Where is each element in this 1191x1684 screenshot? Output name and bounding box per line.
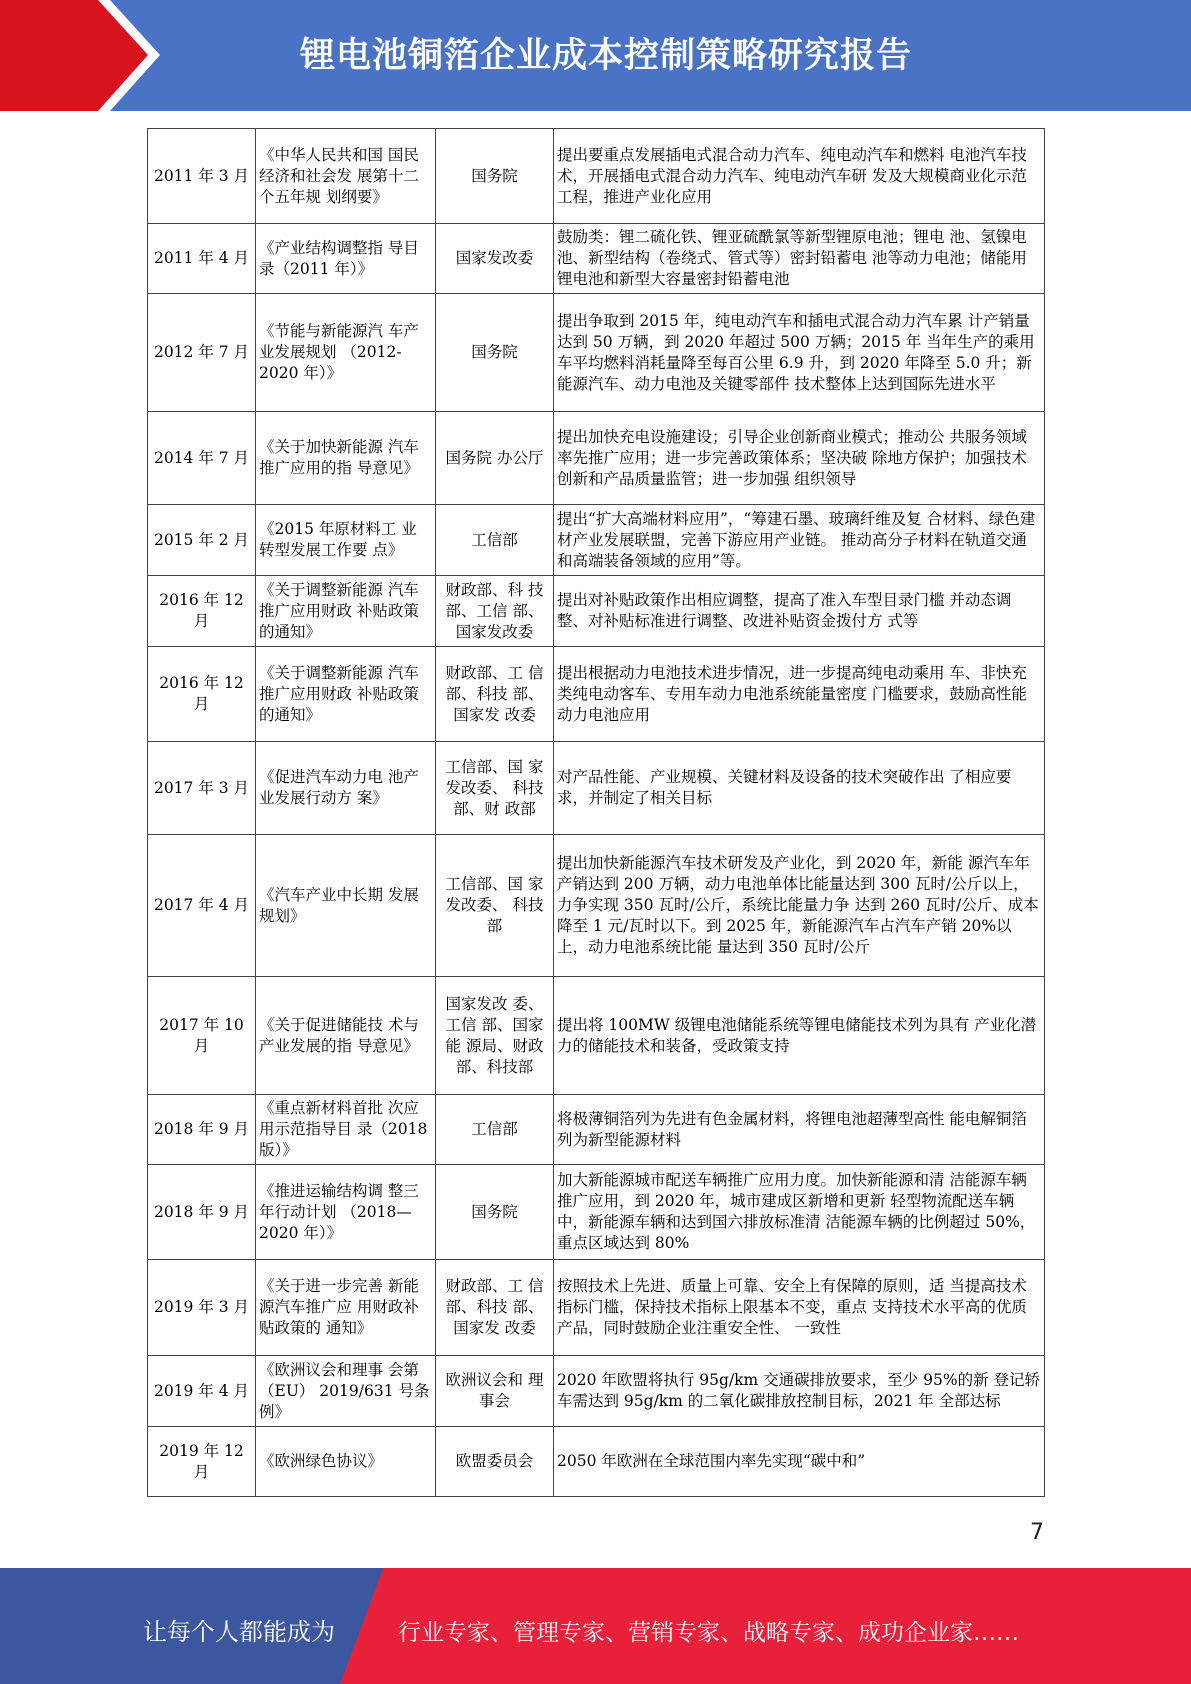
policy-name-cell: 《关于调整新能源 汽车推广应用财政 补贴政策的通知》: [256, 576, 436, 647]
report-title: 锂电池铜箔企业成本控制策略研究报告: [300, 36, 913, 76]
table-row: [148, 835, 1045, 977]
table-row: [148, 1165, 1045, 1260]
policy-name-cell: 《汽车产业中长期 发展规划》: [256, 835, 436, 977]
department-cell: 工信部、国 家发改委、 科技部、财 政部: [436, 742, 554, 835]
table-row: [148, 294, 1045, 412]
policy-name-cell: 《关于促进储能技 术与产业发展的指 导意见》: [256, 977, 436, 1095]
department-cell: 财政部、科 技部、工信 部、国家发改委: [436, 576, 554, 647]
description-cell: 加大新能源城市配送车辆推广应用力度。加快新能源和清 洁能源车辆推广应用，到 2020 年，城市建成区新增和更新 轻型物流配送车辆中，新能源车辆和达到国六排放标准清 洁能源车辆的比例超过 50%，重点区域达到 80%: [554, 1165, 1045, 1260]
department-cell: 国务院: [436, 1165, 554, 1260]
table-row: [148, 1427, 1045, 1497]
description-cell: 提出“扩大高端材料应用”，“筹建石墨、玻璃纤维及复 合材料、绿色建材产业发展联盟，完善下游应用产业链。 推动高分子材料在轨道交通和高端装备领域的应用”等。: [554, 505, 1045, 576]
policy-name-cell: 《欧洲绿色协议》: [256, 1427, 436, 1497]
table-row: [148, 412, 1045, 505]
page-number: 7: [1030, 1520, 1044, 1545]
footer-slogan-left: 让每个人都能成为: [143, 1618, 335, 1646]
description-cell: 提出加快充电设施建设；引导企业创新商业模式；推动公 共服务领域率先推广应用；进一步完善政策体系；坚决破 除地方保护；加强技术创新和产品质量监管；进一步加强 组织领导: [554, 412, 1045, 505]
policy-name-cell: 《重点新材料首批 次应用示范指导目 录（2018 版）》: [256, 1095, 436, 1165]
table-row: [148, 505, 1045, 576]
description-cell: 提出将 100MW 级锂电池储能系统等锂电储能技术列为具有 产业化潜力的储能技术和装备，受政策支持: [554, 977, 1045, 1095]
description-cell: 按照技术上先进、质量上可靠、安全上有保障的原则，适 当提高技术指标门槛，保持技术指标上限基本不变，重点 支持技术水平高的优质产品，同时鼓励企业注重安全性、 一致性: [554, 1260, 1045, 1356]
table-row: [148, 1356, 1045, 1427]
department-cell: 工信部: [436, 1095, 554, 1165]
date-cell: 2019 年 3 月: [148, 1260, 256, 1356]
date-cell: 2019 年 4 月: [148, 1356, 256, 1427]
page-footer: [0, 1568, 1191, 1684]
policy-name-cell: 《关于进一步完善 新能源汽车推广应 用财政补贴政策的 通知》: [256, 1260, 436, 1356]
date-cell: 2017 年 3 月: [148, 742, 256, 835]
policy-name-cell: 《关于调整新能源 汽车推广应用财政 补贴政策的通知》: [256, 647, 436, 742]
date-cell: 2019 年 12 月: [148, 1427, 256, 1497]
date-cell: 2015 年 2 月: [148, 505, 256, 576]
department-cell: 国家发改 委、工信 部、国家能 源局、财政 部、科技部: [436, 977, 554, 1095]
footer-slogan-right: 行业专家、管理专家、营销专家、战略专家、成功企业家……: [398, 1620, 1019, 1646]
policy-name-cell: 《产业结构调整指 导目录（2011 年）》: [256, 224, 436, 294]
date-cell: 2017 年 4 月: [148, 835, 256, 977]
table-row: [148, 647, 1045, 742]
date-cell: 2011 年 4 月: [148, 224, 256, 294]
department-cell: 财政部、工 信部、科技 部、国家发 改委: [436, 1260, 554, 1356]
table-row: [148, 129, 1045, 224]
table-row: [148, 977, 1045, 1095]
date-cell: 2014 年 7 月: [148, 412, 256, 505]
policy-name-cell: 《关于加快新能源 汽车推广应用的指 导意见》: [256, 412, 436, 505]
date-cell: 2012 年 7 月: [148, 294, 256, 412]
page-header: [0, 0, 1191, 111]
department-cell: 欧洲议会和 理事会: [436, 1356, 554, 1427]
description-cell: 对产品性能、产业规模、关键材料及设备的技术突破作出 了相应要求，并制定了相关目标: [554, 742, 1045, 835]
table-row: [148, 1095, 1045, 1165]
department-cell: 国务院: [436, 129, 554, 224]
policy-name-cell: 《推进运输结构调 整三年行动计划 （2018—2020 年）》: [256, 1165, 436, 1260]
policy-table: [147, 128, 1045, 1497]
department-cell: 国务院 办公厅: [436, 412, 554, 505]
department-cell: 国务院: [436, 294, 554, 412]
description-cell: 提出要重点发展插电式混合动力汽车、纯电动汽车和燃料 电池汽车技术，开展插电式混合动力汽车、纯电动汽车研 发及大规模商业化示范工程，推进产业化应用: [554, 129, 1045, 224]
policy-name-cell: 《中华人民共和国 国民经济和社会发 展第十二个五年规 划纲要》: [256, 129, 436, 224]
description-cell: 提出争取到 2015 年，纯电动汽车和插电式混合动力汽车累 计产销量达到 50 万辆，到 2020 年超过 500 万辆；2015 年 当年生产的乘用车平均燃料消耗量降至每百公里 6.9 升，到 2020 年降至 5.0 升；新能源汽车、动力电池及关键零部件 技术整体上达到国际先进水平: [554, 294, 1045, 412]
policy-name-cell: 《2015 年原材料工 业转型发展工作要 点》: [256, 505, 436, 576]
table-row: [148, 1260, 1045, 1356]
date-cell: 2011 年 3 月: [148, 129, 256, 224]
department-cell: 工信部: [436, 505, 554, 576]
description-cell: 2050 年欧洲在全球范围内率先实现“碳中和”: [554, 1427, 1045, 1497]
date-cell: 2018 年 9 月: [148, 1165, 256, 1260]
description-cell: 将极薄铜箔列为先进有色金属材料，将锂电池超薄型高性 能电解铜箔列为新型能源材料: [554, 1095, 1045, 1165]
description-cell: 2020 年欧盟将执行 95g/km 交通碳排放要求，至少 95%的新 登记轿车需达到 95g/km 的二氧化碳排放控制目标，2021 年 全部达标: [554, 1356, 1045, 1427]
table-row: [148, 742, 1045, 835]
description-cell: 提出根据动力电池技术进步情况，进一步提高纯电动乘用 车、非快充类纯电动客车、专用车动力电池系统能量密度 门槛要求，鼓励高性能动力电池应用: [554, 647, 1045, 742]
description-cell: 提出对补贴政策作出相应调整，提高了准入车型目录门槛 并动态调整、对补贴标准进行调整、改进补贴资金拨付方 式等: [554, 576, 1045, 647]
department-cell: 国家发改委: [436, 224, 554, 294]
policy-name-cell: 《欧洲议会和理事 会第 （EU） 2019/631 号条例》: [256, 1356, 436, 1427]
description-cell: 提出加快新能源汽车技术研发及产业化，到 2020 年，新能 源汽车年产销达到 200 万辆，动力电池单体比能量达到 300 瓦时/公斤以上，力争实现 350 瓦时/公斤，系统比能量力争 达到 260 瓦时/公斤、成本降至 1 元/瓦时以下。到 2025 年，新能源汽车占汽车产销 20%以上，动力电池系统比能 量达到 350 瓦时/公斤: [554, 835, 1045, 977]
date-cell: 2017 年 10 月: [148, 977, 256, 1095]
table-row: [148, 224, 1045, 294]
policy-name-cell: 《促进汽车动力电 池产业发展行动方 案》: [256, 742, 436, 835]
department-cell: 欧盟委员会: [436, 1427, 554, 1497]
description-cell: 鼓励类：锂二硫化铁、锂亚硫酰氯等新型锂原电池；锂电 池、氢镍电池、新型结构（卷绕式、管式等）密封铅蓄电 池等动力电池；储能用锂电池和新型大容量密封铅蓄电池: [554, 224, 1045, 294]
department-cell: 财政部、工 信部、科技 部、国家发 改委: [436, 647, 554, 742]
department-cell: 工信部、国 家发改委、 科技部: [436, 835, 554, 977]
policy-name-cell: 《节能与新能源汽 车产业发展规划 （2012-2020 年）》: [256, 294, 436, 412]
table-row: [148, 576, 1045, 647]
date-cell: 2016 年 12 月: [148, 647, 256, 742]
date-cell: 2016 年 12 月: [148, 576, 256, 647]
date-cell: 2018 年 9 月: [148, 1095, 256, 1165]
